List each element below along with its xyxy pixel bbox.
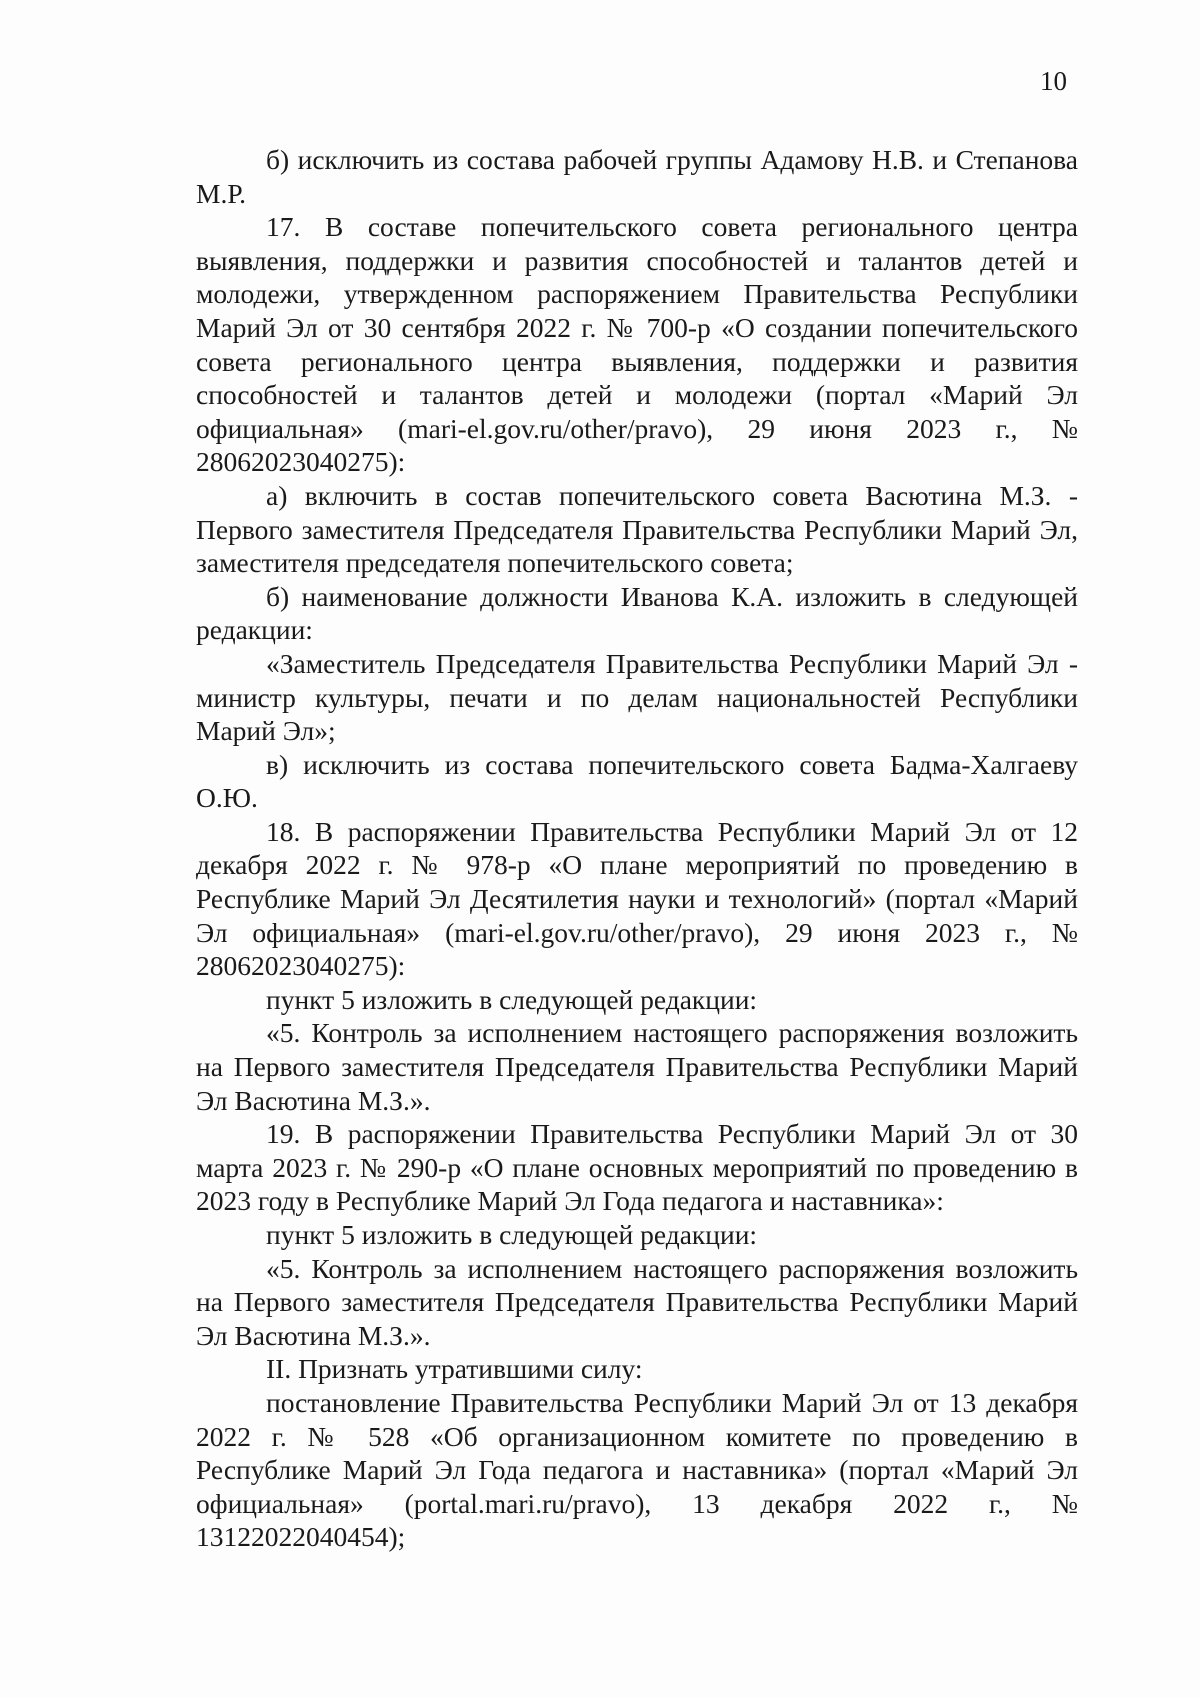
paragraph-19-clause-intro: пункт 5 изложить в следующей редакции: bbox=[266, 1219, 758, 1250]
paragraph-17b-new-title: «Заместитель Председателя Правительства Республики Марий Эл - министр культуры, печати и по делам национальностей Республики Марий Эл»; bbox=[196, 647, 1078, 747]
paragraph-19-clause-text: «5. Контроль за исполнением настоящего распоряжения возложить на Первого заместителя Председателя Правительства Республики Марий Эл Васютина М.З.». bbox=[196, 1252, 1078, 1351]
paragraph-18-decade-of-science: 18. В распоряжении Правительства Республики Марий Эл от 12 декабря 2022 г. № 978-р «О плане мероприятий по проведению в Республике Марий Эл Десятилетия науки и технологий» (портал «Марий Эл официальная» (mari-el.gov.ru/other/pravo), 29 июня 2023 г., № 28062023040275): bbox=[196, 815, 1078, 982]
document-body bbox=[196, 143, 1078, 1554]
paragraph-17-board-composition: 17. В составе попечительского совета регионального центра выявления, поддержки и развития способностей и талантов детей и молодежи, утвержденном распоряжением Правительства Республики Марий Эл от 30 сентября 2022 г. № 700-р «О создании попечительского совета регионального центра выявления, поддержки и развития способностей и талантов детей и молодежи (портал «Марий Эл официальная» (mari-el.gov.ru/other/pravo), 29 июня 2023 г., № 28062023040275): bbox=[196, 211, 1078, 478]
page-number: 10 bbox=[1040, 66, 1067, 96]
paragraph-18-clause-text: «5. Контроль за исполнением настоящего распоряжения возложить на Первого заместителя Председателя Правительства Республики Марий Эл Васютина М.З.». bbox=[196, 1017, 1078, 1116]
paragraph-17a-include-member: а) включить в состав попечительского совета Васютина М.З. - Первого заместителя Председателя Правительства Республики Марий Эл, заместителя председателя попечительского совета; bbox=[196, 479, 1078, 579]
paragraph-18-clause-intro: пункт 5 изложить в следующей редакции: bbox=[266, 983, 758, 1015]
paragraph-16b-exclude-working-group: б) исключить из состава рабочей группы Адамову Н.В. и Степанова М.Р. bbox=[196, 144, 1078, 209]
paragraph-17b-rename-position: б) наименование должности Иванова К.А. изложить в следующей редакции: bbox=[196, 580, 1078, 646]
paragraph-repealed-resolution: постановление Правительства Республики Марий Эл от 13 декабря 2022 г. № 528 «Об организационном комитете по проведению в Республике Марий Эл Года педагога и наставника» (портал «Марий Эл официальная» (portal.mari.ru/pravo), 13 декабря 2022 г., № 13122022040454); bbox=[196, 1386, 1078, 1553]
paragraph-17c-exclude-member: в) исключить из состава попечительского совета Бадма-Халгаеву О.Ю. bbox=[196, 748, 1078, 814]
paragraph-19-year-of-teacher: 19. В распоряжении Правительства Республики Марий Эл от 30 марта 2023 г. № 290-р «О плане основных мероприятий по проведению в 2023 году в Республике Марий Эл Года педагога и наставника»: bbox=[196, 1118, 1078, 1217]
section-2-heading: II. Признать утратившими силу: bbox=[266, 1353, 643, 1385]
